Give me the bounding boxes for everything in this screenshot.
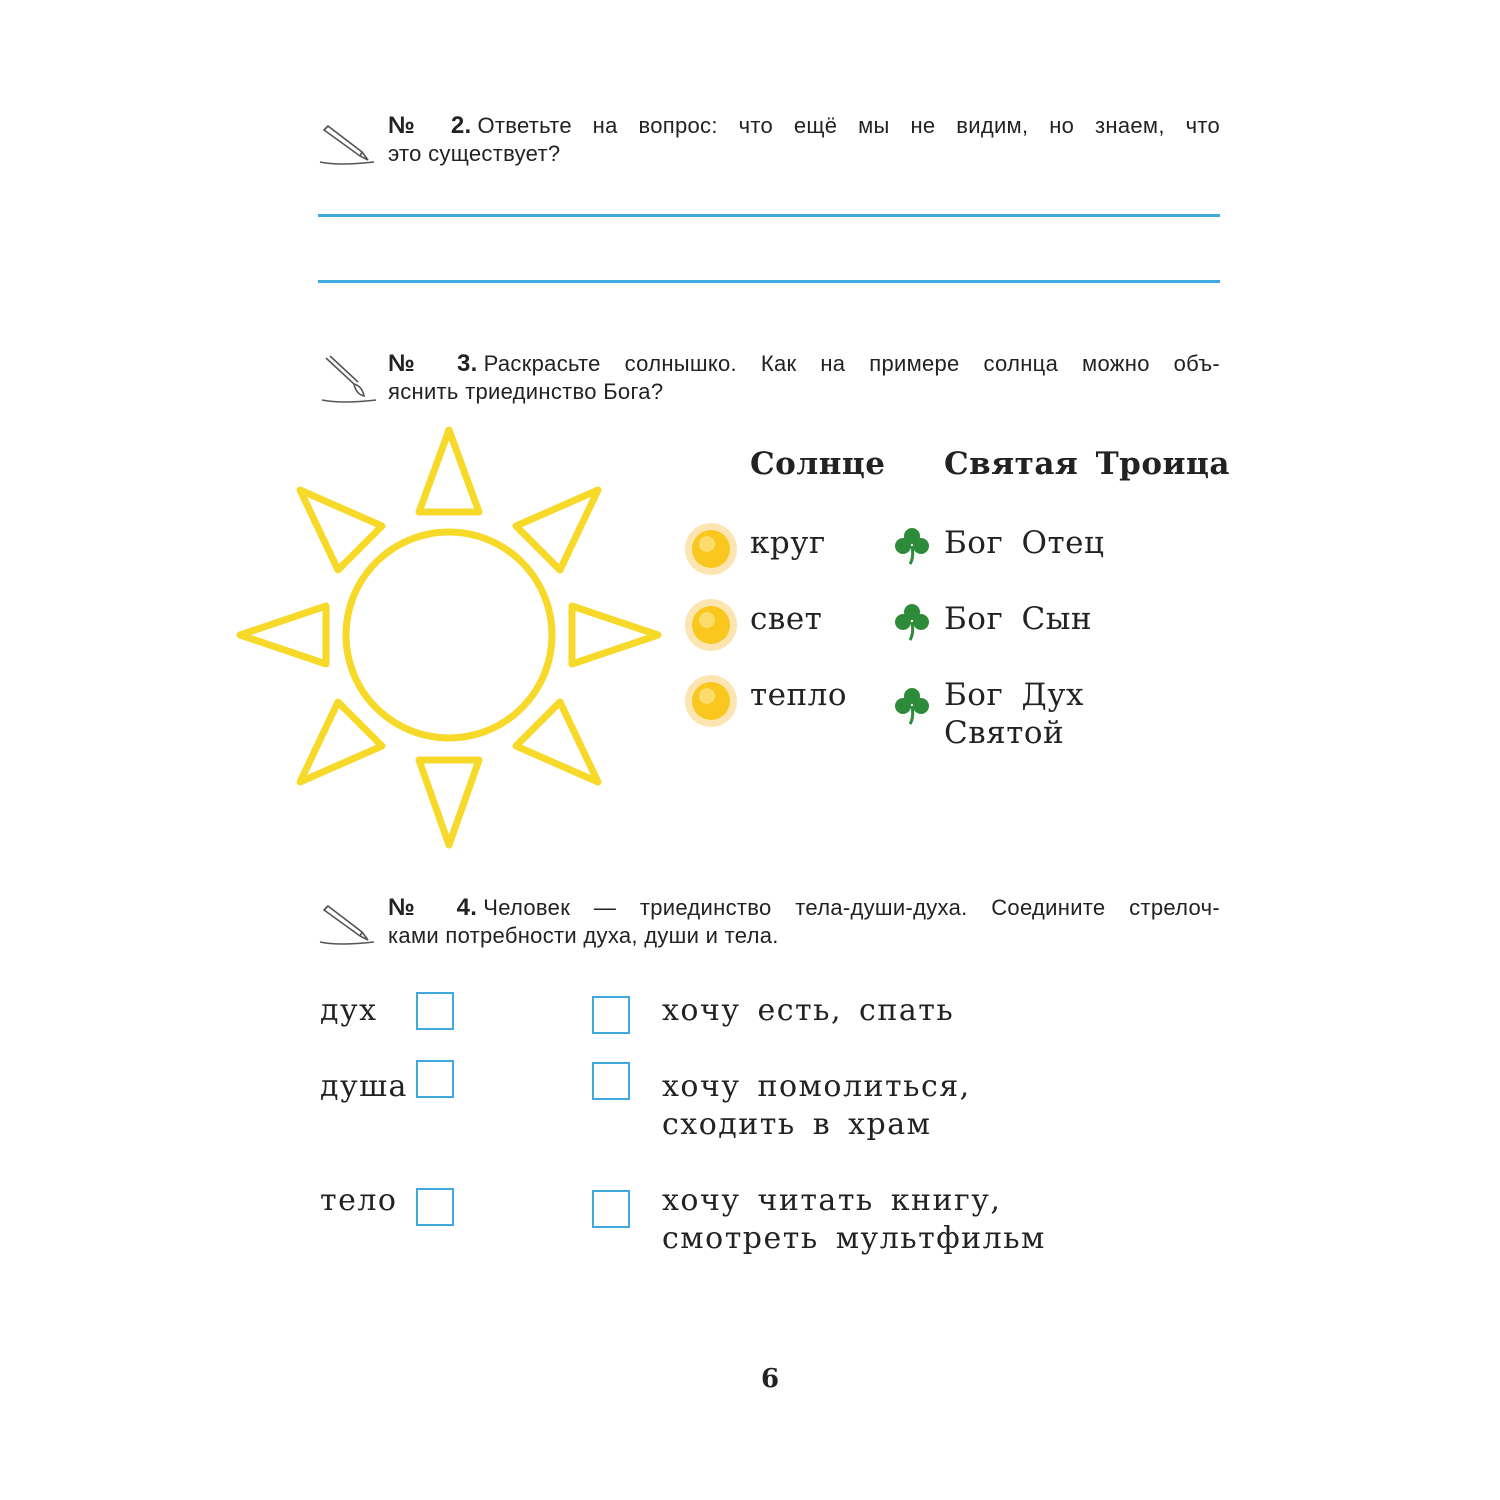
trinity-item-spirit: Бог Дух [944,677,1084,713]
sun-bullet-icon [684,522,738,576]
left-word-soul: душа [320,1069,408,1104]
task4-line1: Человек — триединство тела-души-духа. Соедините стрелоч- [483,895,1221,920]
task4-text [388,894,1220,950]
right-checkbox-3[interactable] [592,1190,630,1228]
trinity-item-son: Бог Сын [944,601,1093,637]
right-phrase-2 [662,1068,971,1144]
task2-text [388,112,1220,168]
task3-text [388,350,1220,406]
task2-line2: это существует? [388,141,561,166]
right-phrase-3-line1: хочу читать книгу, [662,1183,1002,1218]
page-number: 6 [761,1364,780,1394]
brush-icon [318,352,378,406]
sun-item-light: свет [750,601,823,637]
right-phrase-2-line2: сходить в храм [662,1107,932,1142]
task2-line1: Ответьте на вопрос: что ещё мы не видим, но знаем, что [477,113,1221,138]
left-checkbox-body[interactable] [416,1188,454,1226]
sun-coloring-drawing[interactable] [230,420,670,860]
answer-line-2[interactable] [318,280,1220,283]
pencil-icon [318,118,378,168]
right-phrase-1-line1: хочу есть, спать [662,993,955,1028]
answer-line-1[interactable] [318,214,1220,217]
task3-number: № 3. [388,350,478,377]
left-word-spirit: дух [320,993,378,1028]
pencil-icon [318,898,378,948]
task3-line2: яснить триединство Бога? [388,379,664,404]
left-checkbox-spirit[interactable] [416,992,454,1030]
task4-line2: ками потребности духа, души и тела. [388,923,779,948]
right-phrase-3-line2: смотреть мультфильм [662,1221,1046,1256]
sun-item-circle: круг [750,525,826,561]
right-phrase-1 [662,992,954,1030]
column-header-trinity: Святая Троица [944,446,1231,482]
trinity-item-holy: Святой [944,715,1065,751]
trinity-item-father: Бог Отец [944,525,1105,561]
right-checkbox-1[interactable] [592,996,630,1034]
clover-bullet-icon [894,602,930,642]
sun-bullet-icon [684,674,738,728]
clover-bullet-icon [894,526,930,566]
task4-number: № 4. [388,894,478,921]
left-word-body: тело [320,1183,398,1218]
right-checkbox-2[interactable] [592,1062,630,1100]
right-phrase-3 [662,1182,1046,1258]
task2-number: № 2. [388,112,472,139]
sun-item-warmth: тепло [750,677,848,713]
column-header-sun: Солнце [750,446,886,482]
clover-bullet-icon [894,686,930,726]
task3-line1: Раскрасьте солнышко. Как на примере солнца можно объ- [483,351,1221,376]
sun-bullet-icon [684,598,738,652]
left-checkbox-soul[interactable] [416,1060,454,1098]
right-phrase-2-line1: хочу помолиться, [662,1069,971,1104]
